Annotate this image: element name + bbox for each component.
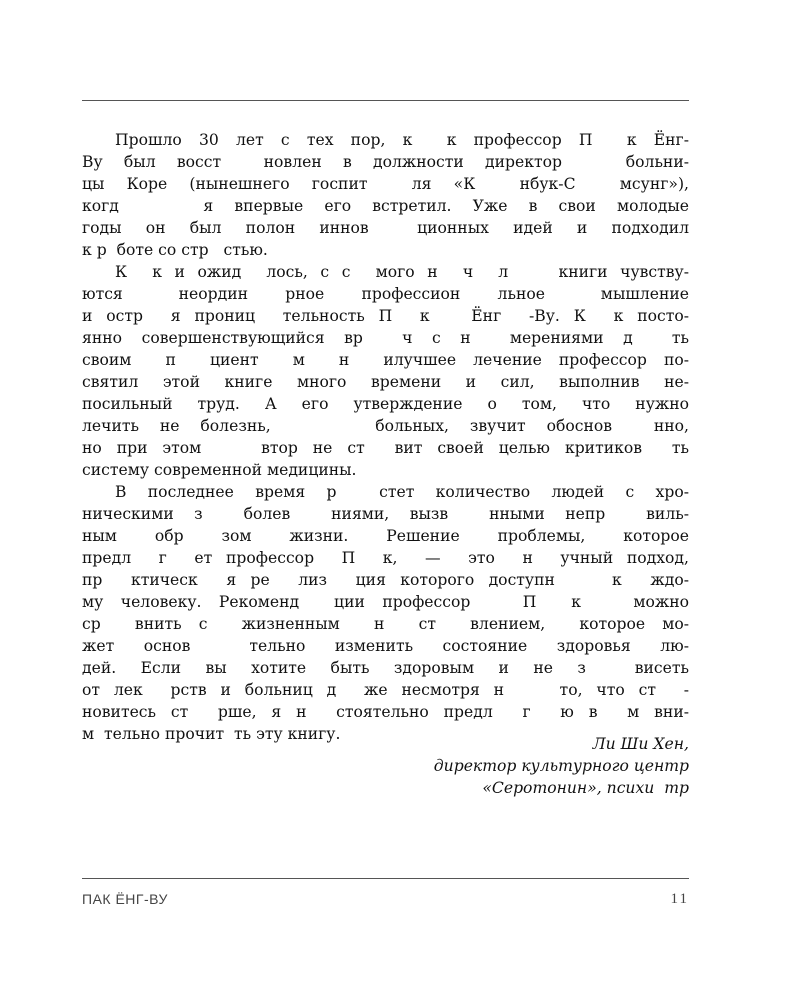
text-line: дей. Если вы хотите быть здоровым и не з висеть — [82, 659, 689, 677]
text-line: К к и ожид лось, с с мого н ч л книги чувству- — [115, 263, 689, 281]
text-line: пр ктическ я ре лиз ция которого доступн к ждо- — [82, 571, 689, 589]
text-line: годы он был полон иннов ционных идей и подходил — [82, 219, 689, 237]
text-line: новитесь ст рше, я н стоятельно предл г ю в м вни- — [82, 703, 689, 721]
paragraph — [82, 261, 689, 481]
signature-org: «Серотонин», психи тр — [482, 779, 689, 797]
text-line: ср внить с жизненным н ст влением, которое мо- — [82, 615, 689, 633]
text-line: ются неордин рное профессион льное мышление — [82, 285, 689, 303]
text-line: м тельно прочит ть эту книгу. — [82, 725, 341, 743]
text-line: Ву был восст новлен в должности директор больни- — [82, 153, 689, 171]
text-line: предл г ет профессор П к, — это н учный подход, — [82, 549, 689, 567]
text-line: В последнее время р стет количество людей с хро- — [115, 483, 689, 501]
text-line: цы Коре (нынешнего госпит ля «К нбук-С мсунг»), — [82, 175, 689, 193]
text-line: но при этом втор не ст вит своей целью критиков ть — [82, 439, 689, 457]
text-line: систему современной медицины. — [82, 461, 357, 479]
text-line: жет основ тельно изменить состояние здоровья лю- — [82, 637, 689, 655]
text-line: лечить не болезнь, больных, звучит обоснов нно, — [82, 417, 689, 435]
paragraph — [82, 481, 689, 745]
footer-rule — [82, 878, 689, 879]
header-rule — [82, 100, 689, 101]
signature-name: Ли Ши Хен, — [592, 735, 689, 753]
text-line: му человеку. Рекоменд ции профессор П к можно — [82, 593, 689, 611]
text-line: ным обр зом жизни. Решение проблемы, которое — [82, 527, 689, 545]
text-line: янно совершенствующийся вр ч с н мерениями д ть — [82, 329, 689, 347]
running-title: ПАК ЁНГ-ВУ — [82, 891, 168, 907]
text-line: и остр я прониц тельность П к Ёнг -Ву. К к посто- — [82, 307, 689, 325]
text-line: посильный труд. А его утверждение о том, что нужно — [82, 395, 689, 413]
paragraph — [82, 129, 689, 261]
body-text — [82, 129, 689, 745]
text-line: своим п циент м н илучшее лечение профессор по- — [82, 351, 689, 369]
text-line: к р боте со стр стью. — [82, 241, 268, 259]
text-line: когд я впервые его встретил. Уже в свои молодые — [82, 197, 689, 215]
signature-block — [434, 733, 689, 799]
text-line: Прошло 30 лет с тех пор, к к профессор П к Ёнг- — [115, 131, 689, 149]
page-number: 11 — [670, 891, 689, 907]
text-line: ническими з болев ниями, вызв нными непр виль- — [82, 505, 689, 523]
text-line: святил этой книге много времени и сил, выполнив не- — [82, 373, 689, 391]
text-line: от лек рств и больниц д же несмотря н то, что ст - — [82, 681, 689, 699]
signature-title: директор культурного центр — [433, 757, 689, 775]
